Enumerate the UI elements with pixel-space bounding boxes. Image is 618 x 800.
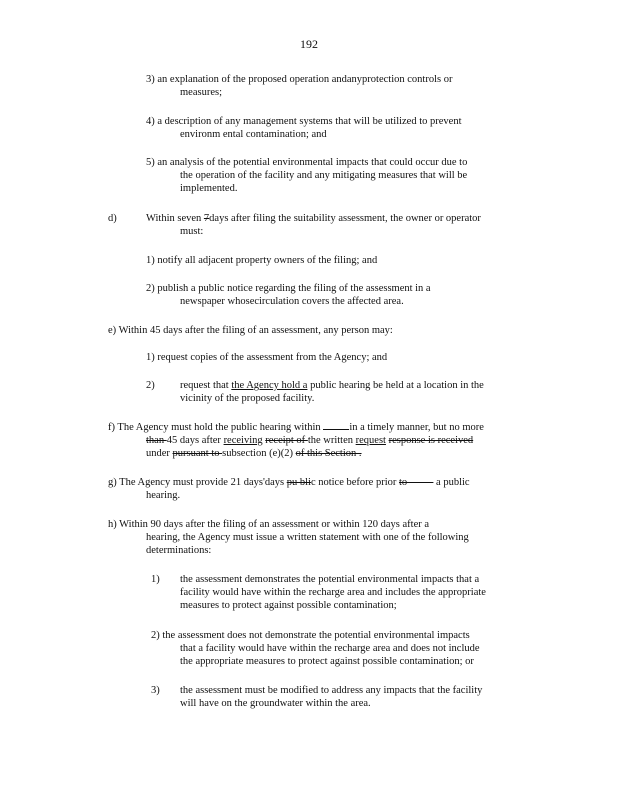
item-c3-line2: measures; [180,87,222,98]
item-c4 [146,115,462,141]
inserted-text: the Agency hold a [231,380,308,391]
item-g-text: c notice before prior [310,477,399,488]
item-h3-line1: the assessment must be modified to address any impacts that the facility [180,685,483,696]
blank-underline [323,420,349,430]
item-h-line3: determinations: [146,545,212,556]
item-f-line1 [108,420,484,434]
struck-text: 7 [203,213,210,224]
item-f-text: f) The Agency must hold the public hearing within [108,422,324,433]
item-f [108,420,484,460]
item-h1-line1: the assessment demonstrates the potential environmental impacts that a [180,574,480,585]
item-d-text: days after filing the suitability assessment, the owner or operator [209,213,481,224]
item-f-text: under [146,448,173,459]
struck-text: receipt of [265,435,308,446]
inserted-text: receiving [223,435,263,446]
page-number: 192 [300,37,318,51]
item-h2-line2: that a facility would have within the recharge area and does not include [180,643,480,654]
item-g-line1 [108,476,470,489]
item-e-line1: e) Within 45 days after the filing of an assessment, any person may: [108,325,393,336]
item-h [108,518,469,557]
item-d [146,212,481,238]
struck-text: pu bli [286,477,311,488]
item-d1-line1: 1) notify all adjacent property owners of the filing; and [146,255,378,266]
item-c5-line1: 5) an analysis of the potential environmental impacts that could occur due to [146,157,468,168]
struck-text: pursuant to [172,448,223,459]
item-h2-line3: the appropriate measures to protect against possible contamination; or [180,656,474,667]
item-d2-line2: newspaper whosecirculation covers the affected area. [180,296,404,307]
item-c4-line1: 4) a description of any management systems that will be utilized to prevent [146,116,462,127]
item-c3-line1: 3) an explanation of the proposed operation andanyprotection controls or [146,74,453,85]
item-f-text: subsection (e)(2) [222,448,296,459]
item-g-text: a public [433,477,470,488]
item-h1 [180,573,486,612]
item-f-line3 [108,447,484,460]
item-e2-line1 [180,379,484,392]
item-d-line1 [146,212,481,225]
item-f-text: in a timely manner, but no more [349,422,484,433]
inserted-text: request [355,435,386,446]
struck-text: response is received [388,435,474,446]
item-d2 [146,282,431,308]
item-e2-text: public hearing be held at a location in the [307,380,484,391]
item-d-line2: must: [180,226,204,237]
item-f-line2 [108,434,484,447]
item-h3 [180,684,482,710]
item-h3-line2: will have on the groundwater within the area. [180,698,371,709]
item-h2-line1: 2) the assessment does not demonstrate the potential environmental impacts [151,630,470,641]
item-h1-num: 1) [151,574,160,585]
item-d-text: Within seven [146,213,204,224]
item-h1-line2: facility would have within the recharge area and includes the appropriate [180,587,486,598]
struck-text: to [398,477,434,488]
item-e1 [146,351,387,364]
item-d1 [146,254,377,267]
item-g-line2: hearing. [146,490,181,501]
item-c4-line2: environm ental contamination; and [180,129,327,140]
item-g-text: g) The Agency must provide 21 days'days [108,477,287,488]
item-f-text: the written [307,435,356,446]
item-c3 [146,73,452,99]
item-e2-text: request that [180,380,232,391]
item-h-line1: h) Within 90 days after the filing of an assessment or within 120 days after a [108,519,430,530]
item-c5-line2: the operation of the facility and any mitigating measures that will be [180,170,468,181]
item-e1-line1: 1) request copies of the assessment from the Agency; and [146,352,388,363]
item-d-label: d) [108,213,117,224]
item-h2 [151,629,480,668]
struck-text: of this Section . [295,448,362,459]
item-d2-line1: 2) publish a public notice regarding the filing of the assessment in a [146,283,431,294]
item-e2-num: 2) [146,380,155,391]
item-f-text: 45 days after [166,435,224,446]
item-h1-line3: measures to protect against possible contamination; [180,600,397,611]
item-e2 [180,379,484,405]
item-c5 [146,156,467,195]
item-g [108,476,470,502]
item-h3-num: 3) [151,685,160,696]
item-e2-line2: vicinity of the proposed facility. [180,393,315,404]
struck-text: than [146,435,167,446]
item-e [108,324,393,337]
item-h-line2: hearing, the Agency must issue a written statement with one of the following [146,532,469,543]
item-c5-line3: implemented. [180,183,238,194]
